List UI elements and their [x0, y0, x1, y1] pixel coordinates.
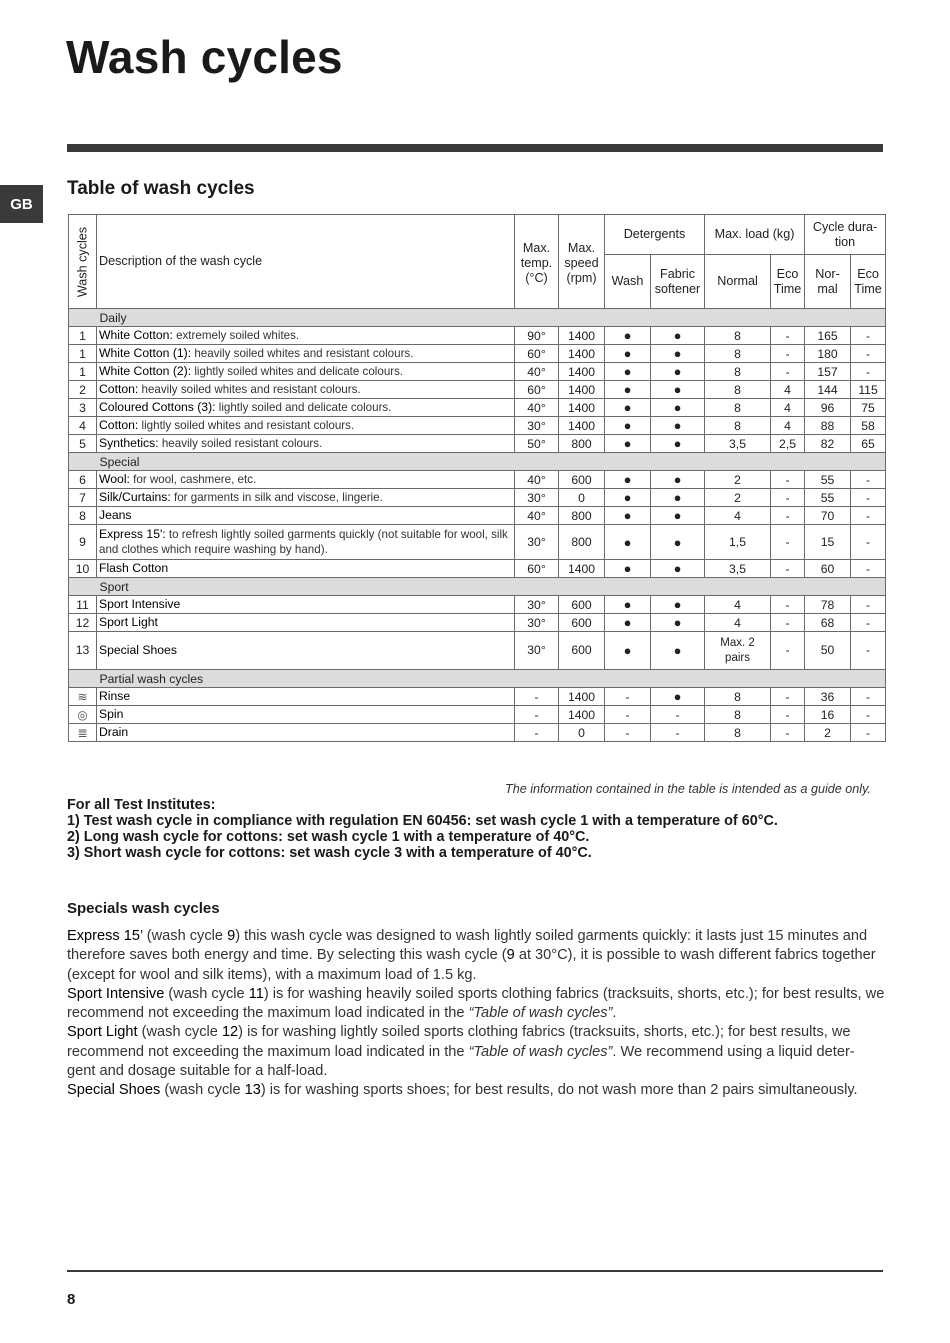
duration-eco-time: -: [851, 507, 886, 525]
load-normal: 8: [705, 399, 771, 417]
header-duration-eco-time: Eco Time: [851, 255, 886, 309]
drain-icon: ≣: [77, 725, 88, 740]
load-eco-time: -: [771, 632, 805, 670]
fabric-softener: ●: [651, 345, 705, 363]
table-row: [69, 363, 886, 381]
fabric-softener: ●: [651, 327, 705, 345]
fabric-softener: ●: [651, 363, 705, 381]
cycle-number: 3: [69, 399, 97, 417]
max-temp: 30°: [515, 632, 559, 670]
cycle-name: Wool:: [99, 472, 130, 486]
cycle-name: Sport Light: [99, 615, 158, 629]
cycle-description: [97, 489, 515, 507]
fabric-softener: ●: [651, 560, 705, 578]
duration-eco-time: -: [851, 560, 886, 578]
max-temp: 60°: [515, 381, 559, 399]
max-speed: 600: [559, 596, 605, 614]
duration-normal: 157: [805, 363, 851, 381]
max-temp: 30°: [515, 489, 559, 507]
cycle-number: 6: [69, 471, 97, 489]
cycle-number: 5: [69, 435, 97, 453]
group-spacer: [69, 578, 97, 596]
load-normal: 8: [705, 327, 771, 345]
cycle-number: 9: [227, 928, 236, 944]
test-institutes-block: [67, 797, 778, 861]
group-spacer: [69, 309, 97, 327]
fabric-softener: ●: [651, 489, 705, 507]
cycle-details: for wool, cashmere, etc.: [129, 473, 257, 486]
load-eco-time: -: [771, 345, 805, 363]
duration-eco-time: -: [851, 614, 886, 632]
detergent-wash: -: [605, 706, 651, 724]
cycle-number: 11: [69, 596, 97, 614]
load-normal: 8: [705, 345, 771, 363]
group-label: Daily: [97, 309, 886, 327]
cycle-description: [97, 381, 515, 399]
max-speed: 0: [559, 724, 605, 742]
detergent-wash: ●: [605, 363, 651, 381]
specials-paragraph-express: [67, 927, 885, 985]
group-row: [69, 453, 886, 471]
cycle-name: White Cotton (1):: [99, 346, 192, 360]
detergent-wash: ●: [605, 435, 651, 453]
max-temp: 30°: [515, 417, 559, 435]
max-speed: 600: [559, 632, 605, 670]
cycle-number: 1: [69, 345, 97, 363]
table-row: [69, 381, 886, 399]
cycle-name: Rinse: [99, 689, 131, 703]
cycle-number: 12: [221, 1024, 239, 1041]
wash-cycles-table: [68, 214, 886, 742]
bottom-divider: [67, 1270, 883, 1272]
duration-normal: 78: [805, 596, 851, 614]
duration-eco-time: 115: [851, 381, 886, 399]
load-eco-time: -: [771, 614, 805, 632]
detergent-wash: ●: [605, 345, 651, 363]
text: (wash cycle: [160, 1082, 245, 1099]
detergent-wash: ●: [605, 507, 651, 525]
fabric-softener: ●: [651, 596, 705, 614]
max-temp: 40°: [515, 363, 559, 381]
table-row: [69, 399, 886, 417]
table-row: [69, 507, 886, 525]
fabric-softener: -: [651, 724, 705, 742]
cycle-name: Cotton:: [99, 382, 139, 396]
page-title: Wash cycles: [66, 31, 343, 83]
duration-normal: 55: [805, 489, 851, 507]
table-row: [69, 435, 886, 453]
load-eco-time: -: [771, 596, 805, 614]
fabric-softener: ●: [651, 417, 705, 435]
cycle-name: Drain: [99, 725, 129, 739]
cycle-description: [97, 363, 515, 381]
institutes-item: 1) Test wash cycle in compliance with regulation EN 60456: set wash cycle 1 with a temperature of 60°C.: [67, 813, 778, 829]
cycle-number: 9: [506, 947, 515, 964]
cycle-number: 7: [69, 489, 97, 507]
load-eco-time: 4: [771, 381, 805, 399]
specials-paragraph-special-shoes: [67, 1081, 885, 1100]
duration-eco-time: 58: [851, 417, 886, 435]
group-spacer: [69, 453, 97, 471]
max-temp: 90°: [515, 327, 559, 345]
cycle-description: [97, 345, 515, 363]
fabric-softener: ●: [651, 632, 705, 670]
table-row: [69, 345, 886, 363]
load-eco-time: -: [771, 706, 805, 724]
load-normal: 4: [705, 596, 771, 614]
text: .: [612, 1005, 617, 1022]
page-number: 8: [67, 1291, 76, 1308]
duration-eco-time: -: [851, 327, 886, 345]
load-normal: 4: [705, 507, 771, 525]
table-row: [69, 706, 886, 724]
text: (wash cycle: [137, 1024, 222, 1041]
header-duration-normal: Nor- mal: [805, 255, 851, 309]
duration-eco-time: 75: [851, 399, 886, 417]
text: ) is for washing heavily soiled sports clothing fabrics (tracksuits, shorts, etc.); for best results, we recommend not exceeding the maximum load indicated in the: [67, 985, 885, 1022]
duration-eco-time: -: [851, 471, 886, 489]
detergent-wash: ●: [605, 596, 651, 614]
table-row: [69, 614, 886, 632]
cycle-number: 13: [69, 632, 97, 670]
text: ) is for washing sports shoes; for best results, do not wash more than 2 pairs simultaneously.: [260, 1082, 858, 1099]
max-temp: 60°: [515, 345, 559, 363]
max-temp: 50°: [515, 435, 559, 453]
max-speed: 1400: [559, 417, 605, 435]
group-label: Partial wash cycles: [97, 670, 886, 688]
duration-normal: 15: [805, 525, 851, 560]
cycle-name: Spin: [99, 707, 124, 721]
detergent-wash: ●: [605, 327, 651, 345]
detergent-wash: ●: [605, 525, 651, 560]
cycle-number: 4: [69, 417, 97, 435]
duration-normal: 50: [805, 632, 851, 670]
max-speed: 600: [559, 471, 605, 489]
cycle-name: Flash Cotton: [99, 561, 169, 575]
duration-eco-time: 65: [851, 435, 886, 453]
detergent-wash: ●: [605, 614, 651, 632]
table-reference: “Table of wash cycles”: [468, 1005, 613, 1022]
max-temp: -: [515, 706, 559, 724]
text: . We recommend using a liquid deter- gent and dosage suitable for a half-load.: [67, 1043, 855, 1080]
load-normal: 2: [705, 489, 771, 507]
detergent-wash: ●: [605, 632, 651, 670]
max-speed: 0: [559, 489, 605, 507]
cycle-number: 9: [69, 525, 97, 560]
load-normal: 8: [705, 688, 771, 706]
institutes-item: 2) Long wash cycle for cottons: set wash cycle 1 with a temperature of 40°C.: [67, 829, 590, 845]
cycle-description: [97, 525, 515, 560]
max-temp: 30°: [515, 525, 559, 560]
cycle-number: 2: [69, 381, 97, 399]
cycle-description: [97, 417, 515, 435]
cycle-number: 10: [69, 560, 97, 578]
max-speed: 800: [559, 507, 605, 525]
duration-eco-time: -: [851, 706, 886, 724]
header-max-load: Max. load (kg): [705, 215, 805, 255]
header-max-temp: Max. temp. (°C): [515, 215, 559, 309]
max-speed: 1400: [559, 706, 605, 724]
table-row: [69, 417, 886, 435]
max-speed: 800: [559, 435, 605, 453]
cycle-number: 13: [244, 1082, 261, 1099]
cycle-description: [97, 435, 515, 453]
top-divider: [67, 144, 883, 152]
table-row: [69, 525, 886, 560]
duration-normal: 96: [805, 399, 851, 417]
fabric-softener: -: [651, 706, 705, 724]
detergent-wash: -: [605, 724, 651, 742]
load-eco-time: -: [771, 688, 805, 706]
cycle-details: lightly soiled whites and delicate colours.: [191, 365, 404, 378]
duration-normal: 68: [805, 614, 851, 632]
detergent-wash: ●: [605, 417, 651, 435]
max-speed: 800: [559, 525, 605, 560]
cycle-icon-cell: [69, 688, 97, 706]
load-normal: 8: [705, 706, 771, 724]
duration-normal: 180: [805, 345, 851, 363]
detergent-wash: -: [605, 688, 651, 706]
cycle-description: [97, 399, 515, 417]
cycle-number: 1: [69, 363, 97, 381]
cycle-description: [97, 614, 515, 632]
text: at 30°C), it is possible to wash different fabrics together (except for wool and silk items), with a maximum load of 1.5 kg.: [67, 947, 876, 983]
load-eco-time: -: [771, 507, 805, 525]
text: (wash cycle: [164, 985, 249, 1002]
load-eco-time: -: [771, 489, 805, 507]
load-normal: 8: [705, 363, 771, 381]
cycle-name: Sport Light: [67, 1024, 138, 1041]
max-temp: -: [515, 724, 559, 742]
table-row: [69, 596, 886, 614]
header-detergents: Detergents: [605, 215, 705, 255]
section-title: Table of wash cycles: [67, 178, 255, 199]
max-speed: 1400: [559, 688, 605, 706]
table-row: [69, 327, 886, 345]
max-speed: 1400: [559, 560, 605, 578]
cycle-name: Special Shoes: [67, 1082, 161, 1099]
table-row: [69, 632, 886, 670]
detergent-wash: ●: [605, 399, 651, 417]
header-load-normal: Normal: [705, 255, 771, 309]
duration-normal: 144: [805, 381, 851, 399]
load-normal: 8: [705, 724, 771, 742]
duration-eco-time: -: [851, 489, 886, 507]
max-temp: 30°: [515, 596, 559, 614]
cycle-description: [97, 596, 515, 614]
specials-title: Specials wash cycles: [67, 900, 220, 917]
header-cycle-duration: Cycle dura- tion: [805, 215, 886, 255]
rinse-icon: ≋: [77, 689, 88, 704]
group-row: [69, 309, 886, 327]
table-reference: “Table of wash cycles”: [468, 1043, 613, 1060]
table-note: The information contained in the table is intended as a guide only.: [505, 782, 871, 796]
load-eco-time: -: [771, 724, 805, 742]
fabric-softener: ●: [651, 471, 705, 489]
detergent-wash: ●: [605, 560, 651, 578]
cycle-number: 11: [248, 985, 264, 1002]
cycle-description: [97, 706, 515, 724]
cycle-description: [97, 507, 515, 525]
group-label: Sport: [97, 578, 886, 596]
cycle-name: Coloured Cottons (3):: [99, 400, 216, 414]
institutes-item: 3) Short wash cycle for cottons: set wash cycle 3 with a temperature of 40°C.: [67, 845, 592, 861]
max-temp: 60°: [515, 560, 559, 578]
max-speed: 1400: [559, 345, 605, 363]
cycle-details: heavily soiled whites and resistant colours.: [138, 383, 361, 396]
cycle-details: lightly soiled and delicate colours.: [215, 401, 392, 414]
load-normal: Max. 2 pairs: [705, 632, 771, 670]
duration-eco-time: -: [851, 345, 886, 363]
cycle-icon-cell: [69, 724, 97, 742]
header-wash-cycles-label: Wash cycles: [75, 226, 89, 297]
duration-normal: 165: [805, 327, 851, 345]
duration-eco-time: -: [851, 596, 886, 614]
duration-normal: 16: [805, 706, 851, 724]
fabric-softener: ●: [651, 435, 705, 453]
cycle-name: White Cotton (2):: [99, 364, 192, 378]
load-eco-time: -: [771, 363, 805, 381]
load-normal: 2: [705, 471, 771, 489]
load-eco-time: -: [771, 560, 805, 578]
max-speed: 600: [559, 614, 605, 632]
cycle-details: lightly soiled whites and resistant colours.: [138, 419, 355, 432]
table-row: [69, 471, 886, 489]
specials-text: [67, 927, 885, 1101]
load-normal: 1,5: [705, 525, 771, 560]
header-load-eco-time: Eco Time: [771, 255, 805, 309]
specials-paragraph-sport-intensive: [67, 985, 885, 1024]
text: ) is for washing lightly soiled sports clothing fabrics (tracksuits, shorts, etc.); for best results, we recommend not exceeding the maximum load indicated in the: [67, 1024, 851, 1060]
cycle-name: Express 15’: [67, 928, 143, 944]
header-wash-cycles: [69, 215, 97, 309]
cycle-name: Sport Intensive: [99, 597, 181, 611]
cycle-description: [97, 560, 515, 578]
table-row: [69, 688, 886, 706]
max-temp: 40°: [515, 399, 559, 417]
duration-eco-time: -: [851, 688, 886, 706]
header-detergent-wash: Wash: [605, 255, 651, 309]
cycle-description: [97, 327, 515, 345]
load-normal: 3,5: [705, 560, 771, 578]
load-normal: 3,5: [705, 435, 771, 453]
cycle-name: White Cotton:: [99, 328, 173, 342]
cycle-name: Sport Intensive: [67, 985, 165, 1002]
group-row: [69, 578, 886, 596]
max-speed: 1400: [559, 363, 605, 381]
cycle-number: 12: [69, 614, 97, 632]
duration-eco-time: -: [851, 724, 886, 742]
cycle-name: Special Shoes: [99, 643, 177, 657]
load-eco-time: -: [771, 327, 805, 345]
load-eco-time: 2,5: [771, 435, 805, 453]
cycle-name: Synthetics:: [99, 436, 159, 450]
cycle-description: [97, 632, 515, 670]
duration-normal: 36: [805, 688, 851, 706]
detergent-wash: ●: [605, 489, 651, 507]
fabric-softener: ●: [651, 507, 705, 525]
cycle-details: heavily soiled whites and resistant colours.: [191, 347, 414, 360]
table-row: [69, 560, 886, 578]
duration-normal: 60: [805, 560, 851, 578]
max-speed: 1400: [559, 327, 605, 345]
duration-normal: 2: [805, 724, 851, 742]
detergent-wash: ●: [605, 471, 651, 489]
load-eco-time: 4: [771, 417, 805, 435]
duration-eco-time: -: [851, 363, 886, 381]
fabric-softener: ●: [651, 381, 705, 399]
cycle-icon-cell: [69, 706, 97, 724]
cycle-details: for garments in silk and viscose, lingerie.: [170, 491, 383, 504]
load-eco-time: -: [771, 525, 805, 560]
spin-icon: ◎: [77, 707, 88, 722]
cycle-name: Cotton:: [99, 418, 139, 432]
language-tab: GB: [0, 185, 43, 223]
text: (wash cycle: [142, 928, 228, 944]
cycle-description: [97, 471, 515, 489]
cycle-name: Express 15':: [99, 527, 166, 541]
max-speed: 1400: [559, 399, 605, 417]
load-eco-time: 4: [771, 399, 805, 417]
load-normal: 8: [705, 417, 771, 435]
fabric-softener: ●: [651, 614, 705, 632]
detergent-wash: ●: [605, 381, 651, 399]
group-spacer: [69, 670, 97, 688]
table-row: [69, 724, 886, 742]
max-temp: -: [515, 688, 559, 706]
group-label: Special: [97, 453, 886, 471]
duration-normal: 88: [805, 417, 851, 435]
institutes-heading: For all Test Institutes:: [67, 797, 216, 813]
cycle-details: heavily soiled resistant colours.: [158, 437, 323, 450]
fabric-softener: ●: [651, 688, 705, 706]
cycle-number: 8: [69, 507, 97, 525]
table-row: [69, 489, 886, 507]
max-temp: 40°: [515, 507, 559, 525]
fabric-softener: ●: [651, 399, 705, 417]
cycle-details: extremely soiled whites.: [172, 329, 300, 342]
cycle-name: Jeans: [99, 508, 132, 522]
max-temp: 30°: [515, 614, 559, 632]
header-max-speed: Max. speed (rpm): [559, 215, 605, 309]
max-temp: 40°: [515, 471, 559, 489]
load-normal: 4: [705, 614, 771, 632]
specials-paragraph-sport-light: [67, 1023, 885, 1081]
load-normal: 8: [705, 381, 771, 399]
header-fabric-softener: Fabric softener: [651, 255, 705, 309]
cycle-description: [97, 724, 515, 742]
duration-normal: 82: [805, 435, 851, 453]
duration-normal: 70: [805, 507, 851, 525]
header-description: Description of the wash cycle: [97, 215, 515, 309]
duration-eco-time: -: [851, 525, 886, 560]
duration-eco-time: -: [851, 632, 886, 670]
cycle-details: to refresh lightly soiled garments quickly (not suitable for wool, silk and clothes which require washing by hand).: [99, 528, 508, 556]
text: ) this wash cycle was designed to wash lightly soiled garments quickly: it lasts just 15 minutes and therefore saves both energy and time. By selecting this wash cycle (: [67, 928, 868, 964]
cycle-name: Silk/Curtains:: [99, 490, 171, 504]
max-speed: 1400: [559, 381, 605, 399]
fabric-softener: ●: [651, 525, 705, 560]
cycle-number: 1: [69, 327, 97, 345]
load-eco-time: -: [771, 471, 805, 489]
group-row: [69, 670, 886, 688]
cycle-description: [97, 688, 515, 706]
duration-normal: 55: [805, 471, 851, 489]
